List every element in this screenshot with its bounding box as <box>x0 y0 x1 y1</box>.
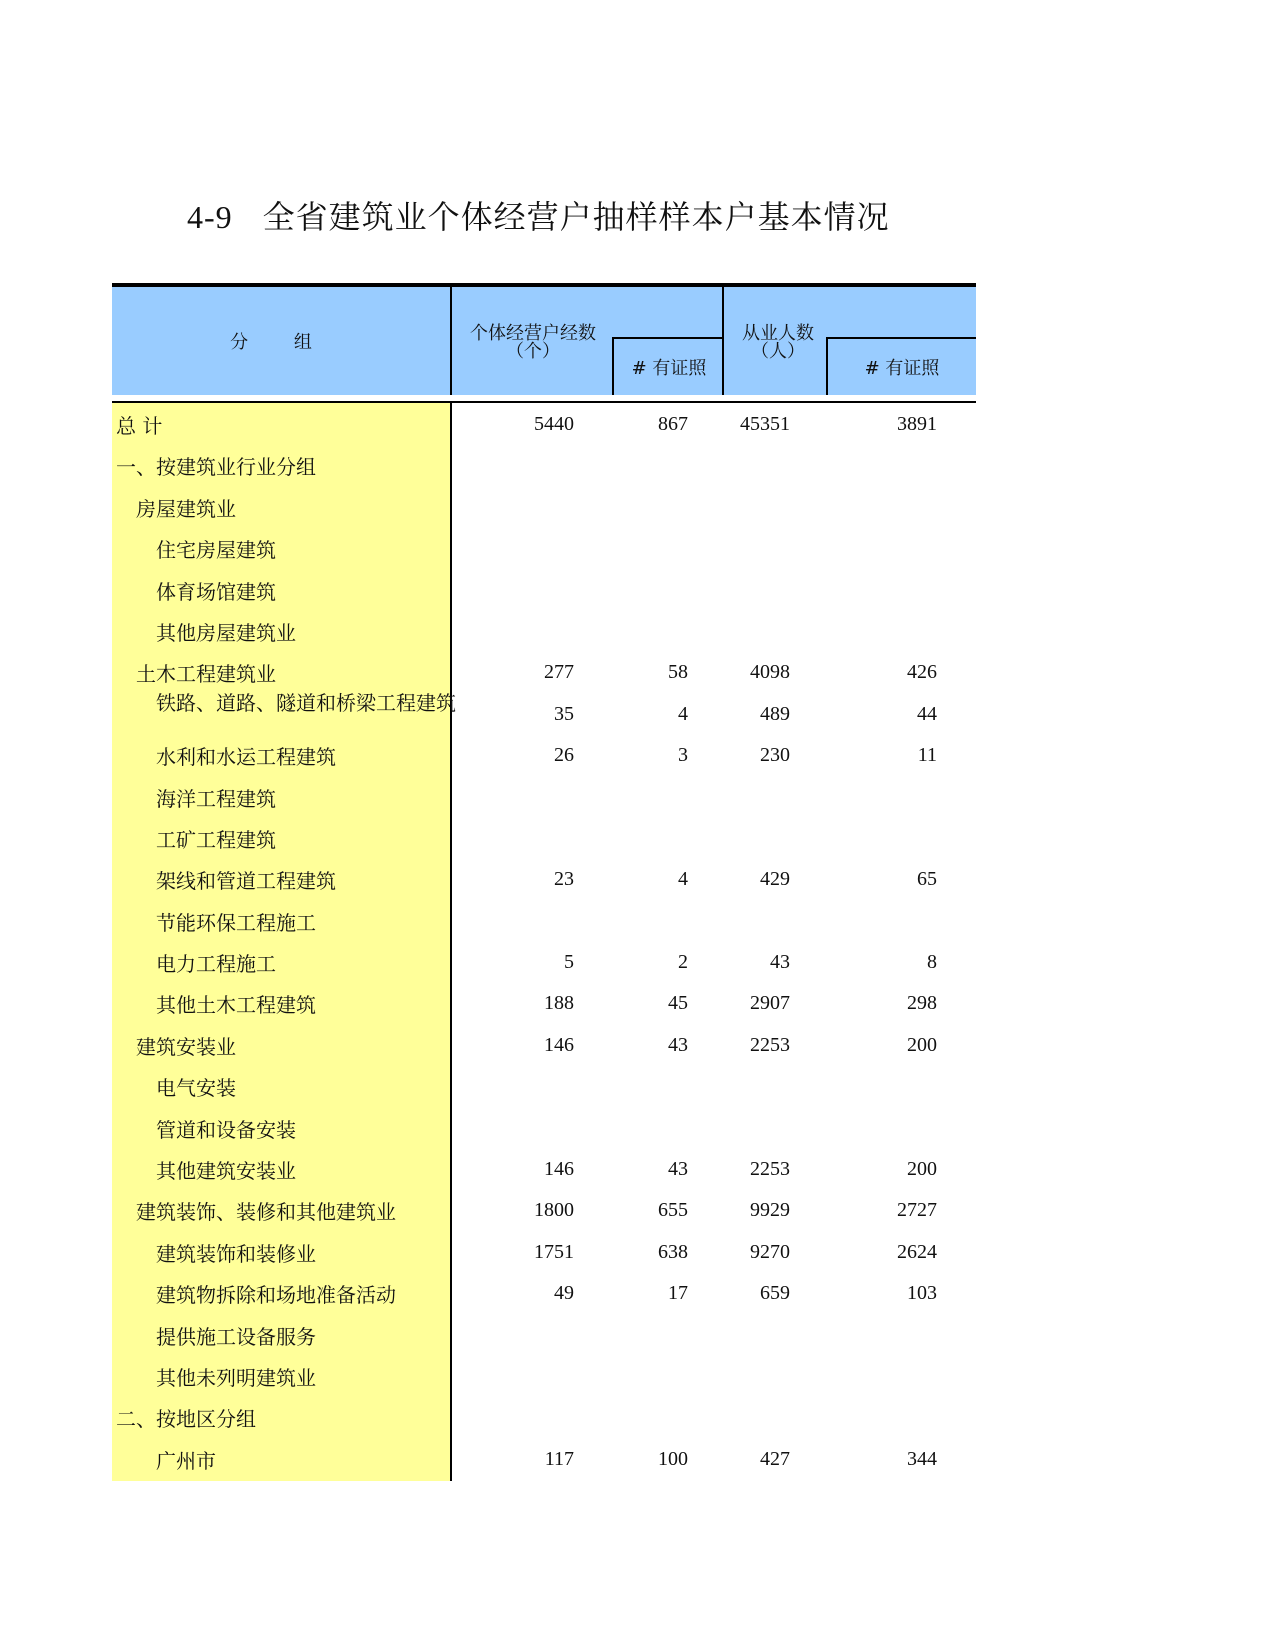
page-title <box>187 192 890 238</box>
table-row <box>112 817 976 858</box>
row-label: 二、按地区分组 <box>116 1407 256 1432</box>
employees-licensed-value: 44 <box>917 702 937 725</box>
households-value: 117 <box>544 1447 574 1470</box>
households-licensed-value: 4 <box>678 702 688 725</box>
households-licensed-value: 58 <box>668 661 688 684</box>
table-row <box>112 569 976 610</box>
row-label: 建筑物拆除和场地准备活动 <box>156 1283 396 1308</box>
header-households-licensed: # 有证照 <box>612 337 724 395</box>
row-label: 总 计 <box>116 414 163 438</box>
employees-value: 9270 <box>750 1240 790 1263</box>
households-licensed-value: 638 <box>658 1240 688 1263</box>
employees-licensed-value: 298 <box>907 992 937 1015</box>
header-employees <box>724 287 976 395</box>
table-row <box>112 1148 976 1189</box>
row-label: 其他土木工程建筑 <box>156 993 316 1018</box>
statistics-table <box>112 283 976 1479</box>
row-label: 房屋建筑业 <box>136 496 236 521</box>
row-label: 铁路、道路、隧道和桥梁工程建筑 <box>156 690 456 715</box>
households-value: 23 <box>554 868 574 891</box>
table-header <box>112 283 976 403</box>
employees-value: 9929 <box>750 1199 790 1222</box>
table-row <box>112 1438 976 1479</box>
households-value: 26 <box>554 744 574 767</box>
households-value: 35 <box>554 702 574 725</box>
employees-value: 659 <box>760 1282 790 1305</box>
employees-licensed-value: 103 <box>907 1282 937 1305</box>
employees-value: 429 <box>760 868 790 891</box>
row-label: 电力工程施工 <box>156 952 276 977</box>
table-row <box>112 1065 976 1106</box>
table-row <box>112 982 976 1023</box>
households-value: 5 <box>564 951 574 974</box>
row-label: 土木工程建筑业 <box>136 662 276 687</box>
employees-licensed-value: 65 <box>917 868 937 891</box>
employees-licensed-value: 426 <box>907 661 937 684</box>
employees-licensed-value: 344 <box>907 1447 937 1470</box>
households-licensed-value: 3 <box>678 744 688 767</box>
table-number: 4-9 <box>187 199 233 235</box>
employees-value: 2907 <box>750 992 790 1015</box>
row-label: 其他建筑安装业 <box>156 1159 296 1184</box>
employees-licensed-value: 2727 <box>897 1199 937 1222</box>
row-label: 建筑装饰和装修业 <box>156 1241 316 1266</box>
table-rows <box>112 403 976 1479</box>
table-row <box>112 1189 976 1230</box>
table-row <box>112 444 976 485</box>
table-row <box>112 527 976 568</box>
table-row <box>112 900 976 941</box>
households-licensed-value: 43 <box>668 1033 688 1056</box>
header-employees-licensed: # 有证照 <box>826 337 976 395</box>
row-label: 架线和管道工程建筑 <box>156 869 336 894</box>
row-label: 住宅房屋建筑 <box>156 538 276 563</box>
households-licensed-value: 43 <box>668 1158 688 1181</box>
employees-value: 45351 <box>740 413 790 435</box>
households-value: 277 <box>544 661 574 684</box>
table-row <box>112 1272 976 1313</box>
employees-licensed-value: 2624 <box>897 1240 937 1263</box>
households-value: 188 <box>544 992 574 1015</box>
table-row <box>112 610 976 651</box>
employees-licensed-value: 200 <box>907 1033 937 1056</box>
table-row <box>112 776 976 817</box>
row-label: 建筑装饰、装修和其他建筑业 <box>136 1200 396 1225</box>
row-label: 一、按建筑业行业分组 <box>116 455 316 480</box>
employees-value: 2253 <box>750 1158 790 1181</box>
households-licensed-value: 17 <box>668 1282 688 1305</box>
employees-licensed-value: 200 <box>907 1158 937 1181</box>
row-label: 体育场馆建筑 <box>156 579 276 604</box>
row-label: 建筑安装业 <box>136 1034 236 1059</box>
table-title: 全省建筑业个体经营户抽样样本户基本情况 <box>262 198 890 236</box>
employees-value: 489 <box>760 702 790 725</box>
row-label: 其他未列明建筑业 <box>156 1365 316 1390</box>
table-row <box>112 486 976 527</box>
employees-value: 230 <box>760 744 790 767</box>
households-value: 146 <box>544 1158 574 1181</box>
employees-licensed-value: 11 <box>917 744 937 767</box>
table-row <box>112 941 976 982</box>
table-row <box>112 403 976 444</box>
header-households <box>452 287 724 395</box>
table-row <box>112 690 976 734</box>
row-label: 电气安装 <box>156 1076 236 1101</box>
employees-licensed-value: 8 <box>927 951 937 974</box>
row-label: 提供施工设备服务 <box>156 1324 316 1349</box>
households-value: 5440 <box>534 413 574 435</box>
table-body <box>112 403 976 1479</box>
table-row <box>112 734 976 775</box>
table-row <box>112 651 976 692</box>
households-value: 49 <box>554 1282 574 1305</box>
households-licensed-value: 4 <box>678 868 688 891</box>
row-label: 工矿工程建筑 <box>156 827 276 852</box>
households-value: 146 <box>544 1033 574 1056</box>
table-row <box>112 1396 976 1437</box>
row-label: 管道和设备安装 <box>156 1117 296 1142</box>
employees-licensed-value: 3891 <box>897 413 937 435</box>
households-licensed-value: 867 <box>658 413 688 435</box>
households-licensed-value: 655 <box>658 1199 688 1222</box>
employees-value: 4098 <box>750 661 790 684</box>
table-row <box>112 1231 976 1272</box>
row-label: 节能环保工程施工 <box>156 910 316 935</box>
header-employees-label: 从业人数（人） <box>742 323 814 362</box>
households-value: 1751 <box>534 1240 574 1263</box>
row-label: 海洋工程建筑 <box>156 786 276 811</box>
table-row <box>112 858 976 899</box>
row-label: 水利和水运工程建筑 <box>156 745 336 770</box>
households-licensed-value: 45 <box>668 992 688 1015</box>
row-label: 广州市 <box>156 1448 216 1473</box>
employees-value: 43 <box>770 951 790 974</box>
households-licensed-value: 100 <box>658 1447 688 1470</box>
table-row <box>112 1107 976 1148</box>
header-group: 分 组 <box>112 287 452 395</box>
table-row <box>112 1024 976 1065</box>
table-row <box>112 1314 976 1355</box>
table-row <box>112 1355 976 1396</box>
employees-value: 2253 <box>750 1033 790 1056</box>
header-households-label: 个体经营户经数（个） <box>470 323 596 362</box>
households-licensed-value: 2 <box>678 951 688 974</box>
households-value: 1800 <box>534 1199 574 1222</box>
employees-value: 427 <box>760 1447 790 1470</box>
row-label: 其他房屋建筑业 <box>156 620 296 645</box>
